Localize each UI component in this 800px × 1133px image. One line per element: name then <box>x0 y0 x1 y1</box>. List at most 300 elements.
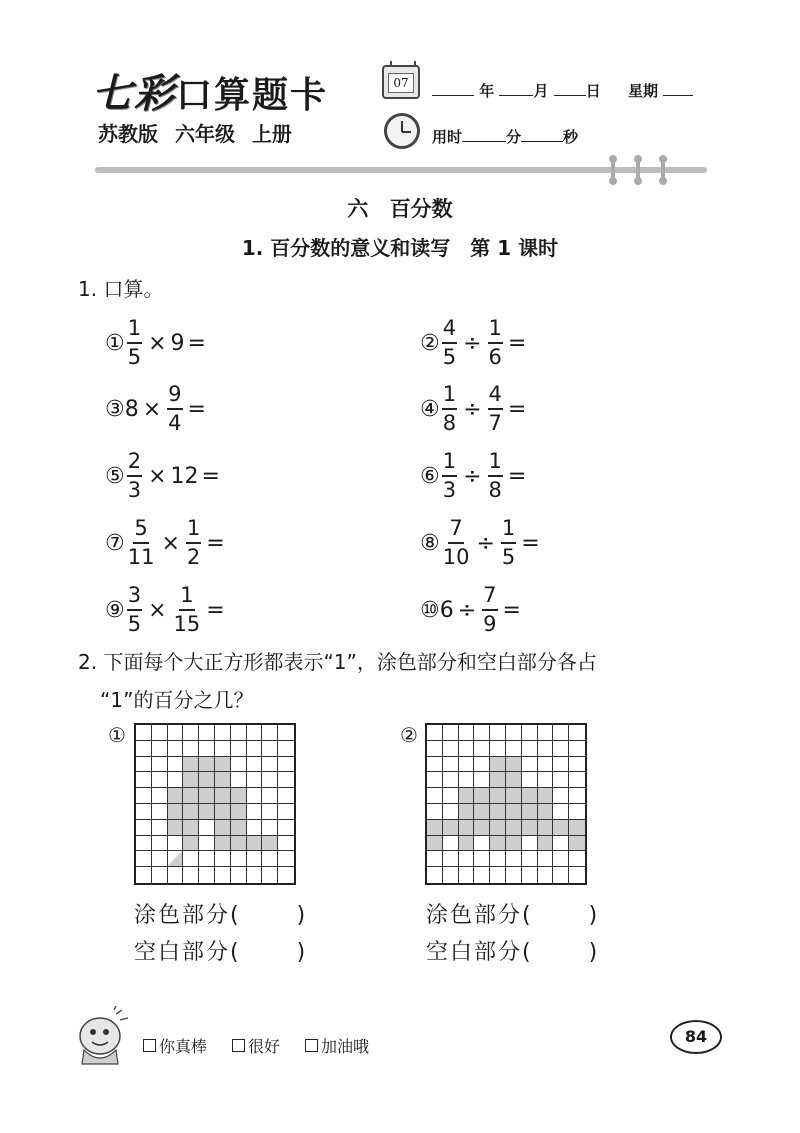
numerator: 4 <box>488 384 503 410</box>
checkbox-icon[interactable] <box>305 1039 318 1052</box>
grid-cell <box>247 772 263 788</box>
grid-cell <box>231 725 247 741</box>
grid-cell <box>168 772 184 788</box>
grid-cell <box>459 867 475 883</box>
calc-item-5 <box>105 451 280 501</box>
numerator: 2 <box>127 451 142 477</box>
grid-cell <box>522 725 538 741</box>
item-number: ⑦ <box>105 530 125 556</box>
grid-cell <box>443 757 459 773</box>
answer-space[interactable] <box>220 464 280 488</box>
grid-cell <box>231 741 247 757</box>
grid-cell <box>168 725 184 741</box>
grid-cell <box>215 836 231 852</box>
grid-cell <box>215 804 231 820</box>
operator: ÷ <box>463 463 482 489</box>
grid-cell <box>247 820 263 836</box>
grid-cell <box>538 867 554 883</box>
blank-label: 空白部分( <box>134 940 241 965</box>
operator: × <box>148 597 167 623</box>
grid-cell <box>506 725 522 741</box>
denominator: 9 <box>483 612 497 636</box>
item-number: ① <box>105 330 125 356</box>
rating-option-1[interactable] <box>143 1034 207 1057</box>
grid-cell <box>474 836 490 852</box>
checkbox-icon[interactable] <box>232 1039 245 1052</box>
item-number: ③ <box>105 396 125 422</box>
time-line <box>432 126 578 147</box>
grid-cell <box>538 820 554 836</box>
fraction <box>127 451 142 501</box>
operator: × <box>148 463 167 489</box>
shaded-label: 涂色部分( <box>134 903 241 928</box>
grid-cell <box>231 851 247 867</box>
fraction <box>488 318 503 368</box>
grid-cell <box>474 772 490 788</box>
numerator: 1 <box>488 451 503 477</box>
binder-ring-icon <box>661 157 665 183</box>
grid-cell <box>443 820 459 836</box>
grid-cell <box>278 867 294 883</box>
operator: ÷ <box>457 597 477 623</box>
grid-cell <box>247 867 263 883</box>
grid-cell <box>506 741 522 757</box>
grid-cell <box>569 725 585 741</box>
grid-cell <box>506 788 522 804</box>
grid-cell <box>427 725 443 741</box>
numerator: 1 <box>442 384 457 410</box>
numerator: 7 <box>482 585 497 611</box>
rating-option-3[interactable] <box>305 1034 369 1057</box>
denominator: 4 <box>168 411 182 435</box>
number: 6 <box>439 597 454 623</box>
answer-space[interactable] <box>521 598 581 622</box>
fraction <box>442 451 457 501</box>
grid-cell <box>199 836 215 852</box>
grid-cell <box>538 804 554 820</box>
grid-cell <box>183 867 199 883</box>
grid-cell <box>215 757 231 773</box>
seconds-blank[interactable] <box>521 127 563 142</box>
minutes-blank[interactable] <box>462 127 506 142</box>
grid-cell <box>262 804 278 820</box>
grid-cell <box>262 725 278 741</box>
grid-cell <box>490 804 506 820</box>
grid-cell <box>262 836 278 852</box>
grid-cell <box>569 741 585 757</box>
grid-cell <box>215 741 231 757</box>
grid-cell <box>538 772 554 788</box>
grid-cell <box>231 788 247 804</box>
grid-cell <box>490 788 506 804</box>
calc-item-6 <box>420 451 586 501</box>
brand-logo: 七彩 <box>92 70 176 117</box>
grid-cell <box>231 772 247 788</box>
grid-cell <box>136 836 152 852</box>
numerator: 9 <box>167 384 182 410</box>
grid-cell <box>262 820 278 836</box>
equals-sign: = <box>507 330 527 356</box>
grid-cell <box>231 757 247 773</box>
grid-cell <box>168 867 184 883</box>
rating-label: 你真棒 <box>159 1037 208 1056</box>
grid-cell <box>443 851 459 867</box>
equals-sign: = <box>187 396 206 422</box>
grid-cell <box>168 804 184 820</box>
grid-cell <box>522 867 538 883</box>
number: 12 <box>170 463 199 489</box>
denominator: 3 <box>442 478 457 502</box>
rating-label: 很好 <box>248 1037 281 1056</box>
grid-cell <box>136 725 152 741</box>
grid-cell <box>183 772 199 788</box>
unit-title: 六 百分数 <box>347 197 453 221</box>
grid-cell <box>247 725 263 741</box>
figure-1-label: ① <box>108 723 126 747</box>
grid-cell <box>152 741 168 757</box>
equals-sign: = <box>206 530 225 556</box>
q1-title: 1. 口算。 <box>78 277 164 301</box>
grid-cell <box>427 836 443 852</box>
grid-cell <box>278 772 294 788</box>
denominator: 6 <box>488 345 502 369</box>
grid-cell <box>553 867 569 883</box>
grid-cell <box>490 820 506 836</box>
grid-cell <box>459 788 475 804</box>
calendar-icon <box>382 65 420 99</box>
grid-cell <box>152 757 168 773</box>
header-divider <box>95 167 707 173</box>
numerator: 1 <box>179 585 194 611</box>
grid-cell <box>443 804 459 820</box>
calc-item-7 <box>105 518 285 568</box>
grid-cell <box>569 804 585 820</box>
grid-cell <box>522 757 538 773</box>
numerator: 1 <box>488 318 503 344</box>
answer-space[interactable] <box>206 397 266 421</box>
answer-space[interactable] <box>206 331 266 355</box>
grid-cell <box>278 836 294 852</box>
figure-2-shaded-answer: 涂色部分( ) <box>426 903 600 928</box>
denominator: 11 <box>127 545 155 569</box>
equals-sign: = <box>521 530 540 556</box>
grid-cell <box>247 836 263 852</box>
rating-label: 加油哦 <box>321 1037 370 1056</box>
grid-cell <box>231 820 247 836</box>
equals-sign: = <box>187 330 206 356</box>
operator: ÷ <box>463 396 482 422</box>
grid-cell <box>506 804 522 820</box>
grid-cell <box>199 772 215 788</box>
grid-cell <box>459 757 475 773</box>
grid-cell <box>443 725 459 741</box>
fraction <box>488 384 503 434</box>
grid-cell <box>427 851 443 867</box>
checkbox-icon[interactable] <box>143 1039 156 1052</box>
calc-item-3 <box>105 384 266 434</box>
figure-2-label: ② <box>400 723 418 747</box>
grid-cell <box>136 757 152 773</box>
weekday-label: 星期 <box>627 82 658 100</box>
grid-cell <box>459 741 475 757</box>
grid-cell <box>152 788 168 804</box>
fraction <box>442 318 457 368</box>
grid-cell <box>183 788 199 804</box>
grid-cell <box>231 867 247 883</box>
item-number: ⑥ <box>420 463 440 489</box>
grid-cell <box>569 851 585 867</box>
denominator: 5 <box>442 345 457 369</box>
grid-cell <box>262 851 278 867</box>
calc-item-2 <box>420 318 586 368</box>
grid-cell <box>262 788 278 804</box>
grid-cell <box>569 772 585 788</box>
grid-cell <box>247 788 263 804</box>
denominator: 15 <box>173 612 201 636</box>
grid-cell <box>168 836 184 852</box>
grid-cell <box>278 820 294 836</box>
grid-cell <box>553 741 569 757</box>
grid-cell <box>553 804 569 820</box>
edition-label: 苏教版 六年级 上册 <box>98 122 292 146</box>
operator: × <box>142 396 162 422</box>
day-blank[interactable] <box>554 81 586 96</box>
year-blank[interactable] <box>432 81 474 96</box>
grid-cell <box>247 741 263 757</box>
item-number: ⑩ <box>420 597 440 623</box>
number: 9 <box>170 330 185 356</box>
grid-cell <box>506 757 522 773</box>
grid-cell <box>474 741 490 757</box>
grid-cell <box>443 772 459 788</box>
grid-cell <box>183 725 199 741</box>
fraction <box>488 451 503 501</box>
grid-cell <box>459 820 475 836</box>
grid-cell <box>474 820 490 836</box>
grid-cell <box>459 725 475 741</box>
grid-cell <box>136 804 152 820</box>
grid-cell <box>553 851 569 867</box>
grid-cell <box>183 851 199 867</box>
grid-cell <box>474 757 490 773</box>
grid-cell <box>183 757 199 773</box>
grid-cell <box>168 757 184 773</box>
grid-cell <box>443 788 459 804</box>
operator: × <box>161 530 180 556</box>
grid-cell <box>427 757 443 773</box>
answer-space[interactable] <box>526 397 586 421</box>
grid-cell <box>538 788 554 804</box>
grid-cell <box>183 741 199 757</box>
grid-cell <box>199 804 215 820</box>
grid-cell <box>522 772 538 788</box>
fraction <box>127 318 142 368</box>
rating-option-2[interactable] <box>232 1034 280 1057</box>
grid-cell <box>199 741 215 757</box>
grid-cell <box>522 788 538 804</box>
grid-cell <box>553 820 569 836</box>
q2-title-line1: 2. 下面每个大正方形都表示“1”，涂色部分和空白部分各占 <box>78 650 597 674</box>
grid-cell <box>215 867 231 883</box>
fraction <box>127 518 156 568</box>
denominator: 10 <box>442 545 470 569</box>
calc-item-1 <box>105 318 266 368</box>
item-number: ④ <box>420 396 440 422</box>
page-number: 84 <box>670 1020 722 1054</box>
seconds-label: 秒 <box>563 128 579 146</box>
grid-cell <box>459 836 475 852</box>
grid-cell <box>152 804 168 820</box>
grid-cell <box>506 851 522 867</box>
grid-cell <box>490 725 506 741</box>
grid-cell <box>427 804 443 820</box>
answer-space[interactable] <box>225 531 285 555</box>
grid-cell <box>553 788 569 804</box>
binder-ring-icon <box>611 157 615 183</box>
grid-cell <box>168 851 184 867</box>
item-number: ② <box>420 330 440 356</box>
grid-cell <box>199 820 215 836</box>
grid-cell <box>522 851 538 867</box>
grid-cell <box>136 851 152 867</box>
denominator: 5 <box>127 345 142 369</box>
grid-cell <box>459 772 475 788</box>
grid-cell <box>152 820 168 836</box>
grid-cell <box>569 836 585 852</box>
answer-space[interactable] <box>225 598 285 622</box>
grid-cell <box>427 820 443 836</box>
grid-cell <box>262 741 278 757</box>
grid-cell <box>215 772 231 788</box>
grid-cell <box>136 772 152 788</box>
grid-cell <box>538 836 554 852</box>
calc-item-9 <box>105 585 285 635</box>
grid-cell <box>459 804 475 820</box>
figure-2-blank-answer: 空白部分( ) <box>426 940 600 965</box>
grid-cell <box>490 741 506 757</box>
grid-cell <box>443 836 459 852</box>
grid-cell <box>278 741 294 757</box>
operator: × <box>148 330 167 356</box>
grid-cell <box>474 804 490 820</box>
grid-cell <box>538 851 554 867</box>
grid-cell <box>506 820 522 836</box>
grid-cell <box>199 851 215 867</box>
grid-cell <box>474 788 490 804</box>
month-label: 月 <box>533 82 549 100</box>
grid-cell <box>247 757 263 773</box>
date-line <box>432 80 693 101</box>
denominator: 2 <box>186 545 201 569</box>
weekday-blank[interactable] <box>663 81 693 96</box>
answer-space[interactable] <box>540 531 600 555</box>
grid-cell <box>247 851 263 867</box>
grid-cell <box>168 820 184 836</box>
answer-space[interactable] <box>526 331 586 355</box>
grid-cell <box>538 725 554 741</box>
numerator: 3 <box>127 585 142 611</box>
denominator: 5 <box>127 612 142 636</box>
grid-cell <box>506 772 522 788</box>
numerator: 4 <box>442 318 457 344</box>
fraction <box>173 585 202 635</box>
number: 8 <box>124 396 139 422</box>
lesson-title: 1. 百分数的意义和读写 第 1 课时 <box>241 236 559 260</box>
grid-cell <box>443 741 459 757</box>
grid-cell <box>569 820 585 836</box>
grid-cell <box>553 725 569 741</box>
grid-cell <box>522 820 538 836</box>
q2-title-line2: “1”的百分之几？ <box>100 688 254 712</box>
denominator: 3 <box>127 478 142 502</box>
grid-cell <box>427 867 443 883</box>
numerator: 5 <box>133 518 148 544</box>
grid-cell <box>278 788 294 804</box>
fraction <box>442 518 471 568</box>
grid-cell <box>278 804 294 820</box>
equals-sign: = <box>502 597 521 623</box>
grid-cell <box>490 867 506 883</box>
grid-cell <box>183 820 199 836</box>
grid-cell <box>553 772 569 788</box>
grid-cell <box>474 851 490 867</box>
grid-cell <box>215 725 231 741</box>
grid-cell <box>427 788 443 804</box>
numerator: 7 <box>448 518 463 544</box>
time-used-label: 用时 <box>432 128 463 146</box>
grid-cell <box>262 757 278 773</box>
grid-cell <box>168 741 184 757</box>
grid-cell <box>522 804 538 820</box>
grid-cell <box>490 836 506 852</box>
calc-item-8 <box>420 518 600 568</box>
grid-cell <box>136 820 152 836</box>
grid-cell <box>262 772 278 788</box>
blank-label: 空白部分( <box>426 940 533 965</box>
fraction <box>127 585 142 635</box>
grid-cell <box>231 804 247 820</box>
grid-cell <box>215 851 231 867</box>
answer-space[interactable] <box>526 464 586 488</box>
grid-cell <box>136 867 152 883</box>
brand-name: 口算题卡 <box>176 75 329 116</box>
item-number: ⑨ <box>105 597 125 623</box>
fraction <box>186 518 201 568</box>
binder-ring-icon <box>636 157 640 183</box>
grid-cell <box>443 867 459 883</box>
grid-cell <box>247 804 263 820</box>
grid-cell <box>168 788 184 804</box>
grid-cell <box>152 725 168 741</box>
equals-sign: = <box>507 396 527 422</box>
grid-cell <box>538 741 554 757</box>
grid-cell <box>136 788 152 804</box>
grid-cell <box>231 836 247 852</box>
grid-cell <box>152 836 168 852</box>
grid-cell <box>506 836 522 852</box>
grid-cell <box>569 757 585 773</box>
grid-cell <box>183 804 199 820</box>
numerator: 1 <box>186 518 201 544</box>
fraction <box>501 518 516 568</box>
operator: ÷ <box>463 330 482 356</box>
denominator: 5 <box>501 545 516 569</box>
grid-cell <box>215 820 231 836</box>
fraction <box>167 384 182 434</box>
month-blank[interactable] <box>499 81 533 96</box>
year-label: 年 <box>479 82 495 100</box>
grid-cell <box>474 867 490 883</box>
